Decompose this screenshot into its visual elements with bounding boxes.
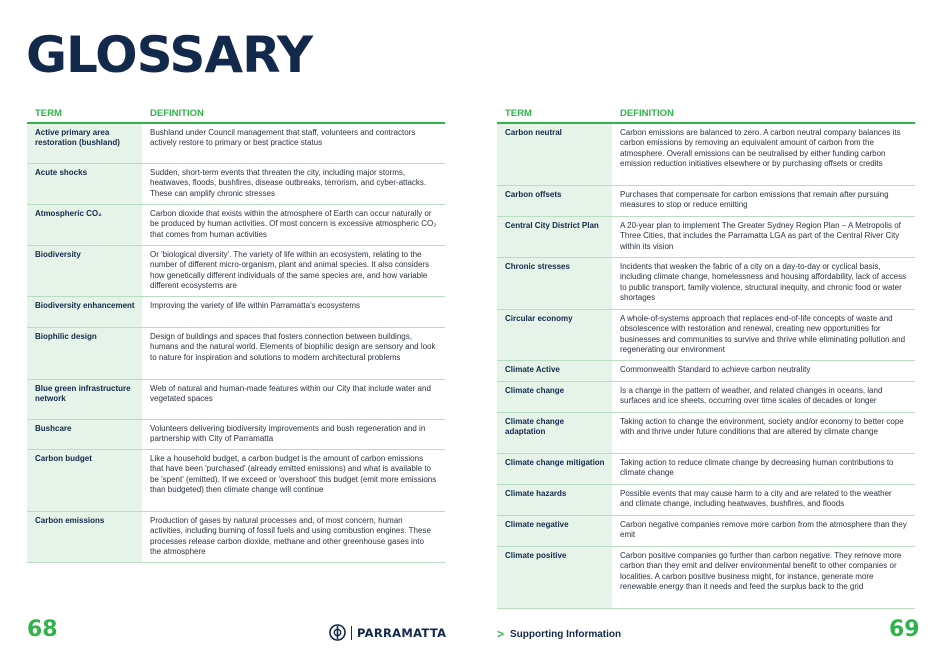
table-row [27,124,445,164]
table-row [497,382,915,413]
term-cell: Biophilic design [27,328,142,379]
definition-cell: Volunteers delivering biodiversity improvements and bush regeneration and in partnership with City of Parramatta [150,424,426,444]
table-row [497,547,915,609]
term-cell: Carbon offsets [497,186,612,216]
definition-cell: Is a change in the pattern of weather, and related changes in oceans, land surfaces and ice sheets, occurring over time scales of decades or longer [620,386,883,406]
term-cell: Atmospheric CO₂ [27,205,142,245]
definition-cell: Design of buildings and spaces that fosters connection between buildings, humans and the natural world. Elements of biophilic design are sensory and look to nature for inspiration and solutions to modern architectural problems [150,332,436,362]
table-row [497,485,915,516]
term-cell: Climate positive [497,547,612,608]
definition-cell: Improving the variety of life within Parramatta's ecosystems [150,301,361,310]
definition-cell: Carbon positive companies go further than carbon negative. They remove more carbon than they emit and deliver environmental benefit to other companies or localities. A carbon positive business might, for instance, generate more renewable energy than it needs and feed the surplus back to the grid [620,551,902,591]
council-crest-icon [329,624,346,641]
term-cell: Biodiversity enhancement [27,297,142,327]
table-row [27,420,445,450]
term-cell: Circular economy [497,310,612,360]
definition-cell: Or 'biological diversity'. The variety of life within an ecosystem, relating to the number of different micro-organism, plant and animal species. It also considers how genetically different individuals of the same species are, and how variable different ecosystems are [150,250,430,290]
term-cell: Blue green infrastructure network [27,380,142,419]
section-label [497,627,621,641]
term-cell: Climate negative [497,516,612,546]
definition-cell: Carbon dioxide that exists within the atmosphere of Earth can occur naturally or be produced by human activities. Of most concern is excessive atmospheric CO₂ that comes from human activities [150,209,437,239]
term-header: TERM [505,108,532,119]
term-cell: Climate change [497,382,612,412]
term-cell: Carbon budget [27,450,142,511]
definition-cell: Web of natural and human-made features within our City that include water and vegetated spaces [150,384,431,404]
table-row [497,186,915,217]
definition-cell: Production of gases by natural processes and, of most concern, human activities, including burning of fossil fuels and using combustion engines. These processes release carbon dioxide, methane and other greenhouse gases into the atmosphere [150,516,431,556]
table-row [27,205,445,246]
table-header [497,106,915,124]
definition-cell: A whole-of-systems approach that replaces end-of-life concepts of waste and obsolescence with restoration and renewal, creating new opportunities for businesses and communities to survive and thrive while eliminating pollution and regenerating our environment [620,314,906,354]
parramatta-logo [329,624,446,641]
term-cell: Climate change mitigation [497,454,612,484]
table-row [27,328,445,380]
definition-cell: Commonwealth Standard to achieve carbon neutrality [620,365,811,374]
term-cell: Carbon emissions [27,512,142,562]
table-row [497,217,915,258]
term-cell: Acute shocks [27,164,142,204]
table-row [27,246,445,297]
definition-header: DEFINITION [620,108,674,119]
term-cell: Climate change adaptation [497,413,612,453]
table-row [497,413,915,454]
term-header: TERM [35,108,62,119]
definition-cell: Like a household budget, a carbon budget is the amount of carbon emissions that have been 'purchased' (already emitted emissions) and what is available to be 'spent' (emitted). If we exceed or 'overshoot' this budget (emit more emissions than budgeted) then climate change will continue [150,454,437,494]
table-row [27,380,445,420]
term-cell: Central City District Plan [497,217,612,257]
definition-cell: Sudden, short-term events that threaten the city, including major storms, heatwaves, floods, bushfires, disease outbreaks, terrorism, and cyber-attacks. These can amplify chronic stresses [150,168,427,198]
definition-cell: Bushland under Council management that staff, volunteers and contractors actively restore to primary or best practice status [150,128,416,148]
definition-cell: Purchases that compensate for carbon emissions that remain after pursuing measures to stop or reduce emitting [620,190,889,210]
page-title: GLOSSARY [26,26,313,84]
glossary-table-left [27,106,445,563]
definition-cell: Carbon emissions are balanced to zero. A carbon neutral company balances its carbon emissions by removing an equivalent amount of carbon from the atmosphere. Overall emissions can be neutralised by either funding carbon emission reduction initiatives elsewhere or by purchasing offsets or credits [620,128,901,168]
term-cell: Climate hazards [497,485,612,515]
table-row [497,361,915,382]
table-body-left [27,124,445,563]
definition-cell: A 20-year plan to implement The Greater Sydney Region Plan – A Metropolis of Three Cities, that includes the Parramatta LGA as part of the Central River City within its vision [620,221,901,251]
table-row [497,124,915,186]
table-row [497,258,915,310]
logo-divider [351,626,352,640]
term-cell: Biodiversity [27,246,142,296]
definition-cell: Taking action to reduce climate change by decreasing human contributions to climate change [620,458,894,478]
table-header [27,106,445,124]
table-row [497,310,915,361]
definition-cell: Carbon negative companies remove more carbon from the atmosphere than they emit [620,520,907,540]
table-row [497,454,915,485]
table-row [27,297,445,328]
definition-cell: Incidents that weaken the fabric of a city on a day-to-day or cyclical basis, including climate change, homelessness and housing affordability, lack of access to public transport, family violence, structural inequity, and chronic food or water shortages [620,262,907,302]
table-row [27,450,445,512]
section-name: Supporting Information [510,628,622,640]
definition-header: DEFINITION [150,108,204,119]
term-cell: Chronic stresses [497,258,612,309]
term-cell: Active primary area restoration (bushland) [27,124,142,163]
table-row [497,516,915,547]
table-row [27,512,445,563]
term-cell: Climate Active [497,361,612,381]
term-cell: Carbon neutral [497,124,612,185]
page-number-left: 68 [27,617,58,642]
page-number-right: 69 [889,617,920,642]
table-body-right [497,124,915,609]
double-chevron-right-icon: > [497,627,505,641]
logo-wordmark: PARRAMATTA [357,625,447,640]
term-cell: Bushcare [27,420,142,449]
table-row [27,164,445,205]
definition-cell: Taking action to change the environment, society and/or economy to better cope with and thrive under future conditions that are altered by climate change [620,417,904,437]
definition-cell: Possible events that may cause harm to a city and are related to the weather and climate change, including heatwaves, bushfires, and floods [620,489,892,509]
glossary-table-right [497,106,915,609]
